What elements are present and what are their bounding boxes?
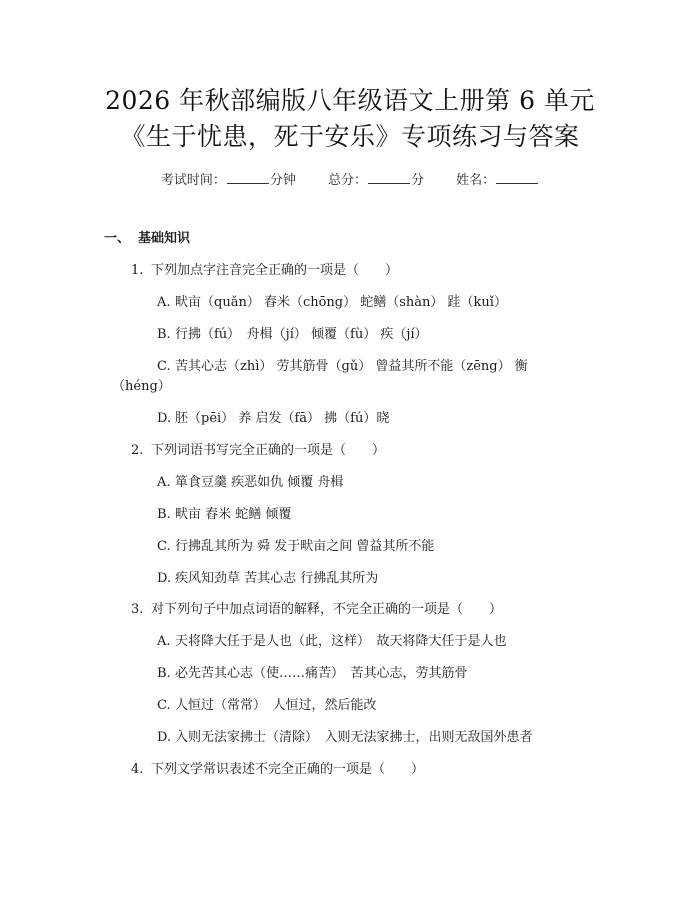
total-score-label: 总分： [327,173,367,188]
option-label: A. [157,295,171,310]
option-label: B. [157,507,171,522]
question-4 [131,761,424,779]
option-text: 行拂（fú） 舟楫（jí） 倾覆（fù） 疾（jí） [175,327,428,342]
question-3-option-a [157,633,507,651]
option-text: 行拂乱其所为 舜 发于畎亩之间 曾益其所不能 [175,539,435,554]
question-text: 下列加点字注音完全正确的一项是（ ） [151,263,399,278]
question-text: 下列文学常识表述不完全正确的一项是（ ） [151,762,425,777]
document-title-line-2: 《生于忧患，死于安乐》专项练习与答案 [120,122,580,151]
option-text: 人恒过（常常） 人恒过，然后能改 [175,698,377,713]
option-text: 苦其心志（zhì） 劳其筋骨（gǔ） 曾益其所不能（zēng） 衡 [175,359,528,374]
student-name-label: 姓名： [456,173,496,188]
exam-info-row [0,170,700,190]
option-text: 必先苦其心志（使……痛苦） 苦其心志，劳其筋骨 [175,666,468,681]
option-label: B. [157,327,171,342]
question-number: 4. [131,762,144,777]
question-2-option-a [157,474,343,492]
question-1-option-c-continuation: （héng） [112,379,171,394]
exam-time-blank [227,170,269,184]
exam-time-unit: 分钟 [269,173,296,188]
option-label: C. [157,359,171,374]
total-score-blank [368,170,410,184]
question-2-option-b [157,506,291,524]
option-label: D. [157,730,172,745]
option-label: B. [157,666,171,681]
option-label: D. [157,571,172,586]
option-text: 入则无法家拂士（清除） 入则无法家拂士，出则无敌国外患者 [175,730,533,745]
option-label: D. [157,411,172,426]
option-text: 箪食豆羹 疾恶如仇 倾覆 舟楫 [175,475,344,490]
document-title-line-1: 2026 年秋部编版八年级语文上册第 6 单元 [105,86,595,115]
option-text: 天将降大任于是人也（此，这样） 故天将降大任于是人也 [175,634,507,649]
exam-time-label: 考试时间： [160,173,226,188]
section-title: 基础知识 [138,231,191,246]
question-3-option-b [157,665,468,683]
option-text: 畎亩 舂米 蛇鳝 倾覆 [175,507,292,522]
total-score [328,173,424,188]
total-score-unit: 分 [411,173,425,188]
option-label: A. [157,634,171,649]
student-name [456,173,539,188]
question-2 [131,442,385,460]
question-1-option-d [157,410,389,428]
question-3 [131,601,502,619]
question-3-option-d [157,729,533,747]
question-1-option-a [157,294,507,312]
question-3-option-c [157,697,377,715]
question-number: 1. [131,263,144,278]
question-number: 3. [131,602,144,617]
option-text: 疾风知劲草 苦其心志 行拂乱其所为 [175,571,379,586]
question-1-option-c [157,358,528,376]
question-number: 2. [131,443,144,458]
option-label: C. [157,698,171,713]
question-1-option-b [157,326,428,344]
student-name-blank [496,170,538,184]
option-text: 畎亩（quǎn） 舂米（chōng） 蛇鳝（shàn） 跬（kuǐ） [175,295,507,310]
option-text: 胚（pēi） 养 启发（fā） 拂（fú）晓 [175,411,390,426]
question-2-option-c [157,538,434,556]
section-heading [104,230,190,248]
exam-time [161,173,296,188]
section-number: 一、 [104,231,131,246]
question-text: 下列词语书写完全正确的一项是（ ） [151,443,386,458]
question-2-option-d [157,570,378,588]
question-text: 对下列句子中加点词语的解释，不完全正确的一项是（ ） [151,602,503,617]
option-label: C. [157,539,171,554]
option-label: A. [157,475,171,490]
question-1 [131,262,398,280]
